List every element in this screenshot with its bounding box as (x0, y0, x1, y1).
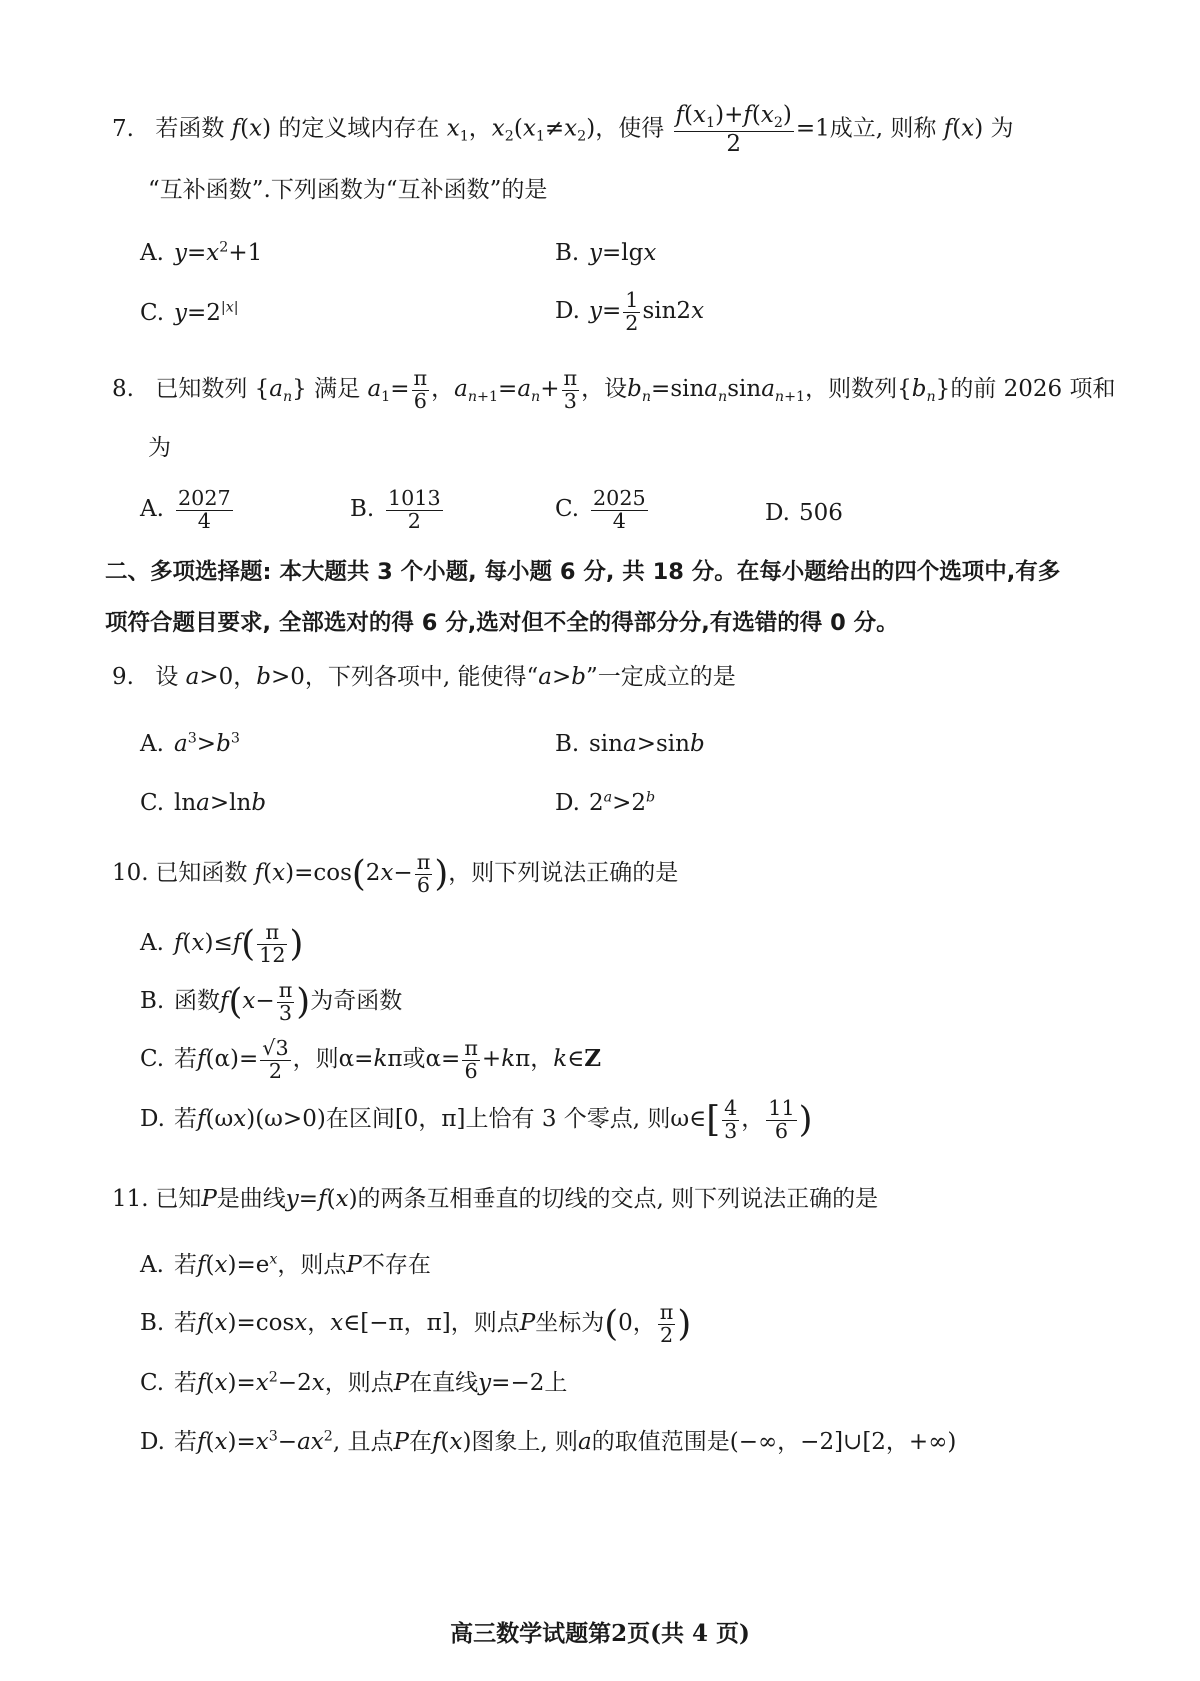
q7-number: 7. (112, 115, 134, 142)
q11-option-d: D. 若$f(x)=x^3-ax^2$, 且点P在f(x)图象上, 则a的取值范围是(−∞，−2]∪[2，+∞) (140, 1428, 957, 1455)
page-footer: 高三数学试题第2页(共 4 页) (450, 1620, 750, 1647)
q10-option-b: B. 函数f(x− $\frac{\pi}{3}$ )为奇函数 (140, 978, 403, 1025)
q9-option-c: C. lna>lnb (140, 790, 267, 816)
q8-option-c: C. $\frac{2025}{4}$ (555, 486, 646, 533)
q11-number: 11. (112, 1186, 149, 1212)
q9-option-d: D. $2^a>2^b$ (555, 789, 656, 816)
q10-option-c: C. 若f(α)= $\frac{√3}{2}$ ，则α=kπ或α= $\frac{\pi}{6}$ +kπ，k∈Z (140, 1036, 602, 1083)
q10-stem: 10. 已知函数 f(x)=cos(2x− $\frac{\pi}{6}$ )，则下列说法正确的是 (112, 850, 679, 897)
q8-stem-line2: 为 (148, 435, 171, 461)
q8-option-a: A. $\frac{2027}{4}$ (140, 486, 231, 533)
q7-option-c: C. $y=2^{|x|}$ (140, 299, 239, 326)
q9-stem: 9. 设 a>0，b>0，下列各项中, 能使得“a>b”一定成立的是 (112, 662, 1140, 693)
q10-option-d: D. 若f(ωx)(ω>0)在区间[0，π]上恰有 3 个零点, 则ω∈[ $\frac{4}{3}$ ， $\frac{11}{6}$ ) (140, 1096, 813, 1143)
section-heading-line1: 二、多项选择题: 本大题共 3 个小题, 每小题 6 分, 共 18 分。在每小题给出的四个选项中,有多 (105, 559, 1061, 585)
q11-option-a: A. 若$f(x)=e^x$，则点P不存在 (140, 1251, 431, 1278)
q7-stem: 7. 若函数 f(x) 的定义域内存在 $x_1$，$x_2(x_1\ne x_2)$，使得 $\frac{f(x_1)+f(x_2)}{2}$ =1成立, 则称 f(x) 为 (112, 102, 1014, 157)
q8-number: 8. (112, 376, 134, 403)
q7-option-a: A. $y=x^2+1$ (140, 239, 263, 266)
q10-option-a: A. f(x)≤f( $\frac{\pi}{12}$ ) (140, 920, 304, 967)
q10-number: 10. (112, 860, 149, 887)
q7-option-d: D. y= $\frac{1}{2}$ sin2x (555, 288, 705, 335)
q7-average-fraction: $\frac{f(x_1)+f(x_2)}{2}$ (675, 102, 792, 157)
q11-option-b: B. 若f(x)=cosx，x∈[−π，π]，则点P坐标为(0， $\frac{\pi}{2}$ ) (140, 1300, 692, 1347)
q8-option-d: D. 506 (765, 500, 843, 526)
q7-stem-line2: “互补函数”.下列函数为“互补函数”的是 (148, 177, 548, 203)
q11-option-c: C. 若$f(x)=x^2-2x$，则点P在直线y=−2上 (140, 1369, 568, 1396)
q9-number: 9. (112, 664, 134, 690)
q8-option-b: B. $\frac{1013}{2}$ (350, 486, 441, 533)
q8-stem: 8. 已知数列 $\{a_n\}$ 满足 $a_1=$ $\frac{\pi}{6}$ ，$a_{n+1}=a_n+$ $\frac{\pi}{3}$ ，设$b_n=\sin a_n\sin a_{n+1}$，则数列$\{b_n\}$的前 2026 项和 (112, 366, 1116, 413)
q9-option-a: A. $a^3>b^3$ (140, 730, 240, 757)
q7-option-b: B. y=lgx (555, 240, 657, 266)
q11-stem: 11. 已知P是曲线y=f(x)的两条互相垂直的切线的交点, 则下列说法正确的是 (112, 1184, 1140, 1215)
section-heading-line2: 项符合题目要求, 全部选对的得 6 分,选对但不全的得部分分,有选错的得 0 分。 (105, 610, 899, 636)
q9-option-b: B. sina>sinb (555, 731, 705, 757)
